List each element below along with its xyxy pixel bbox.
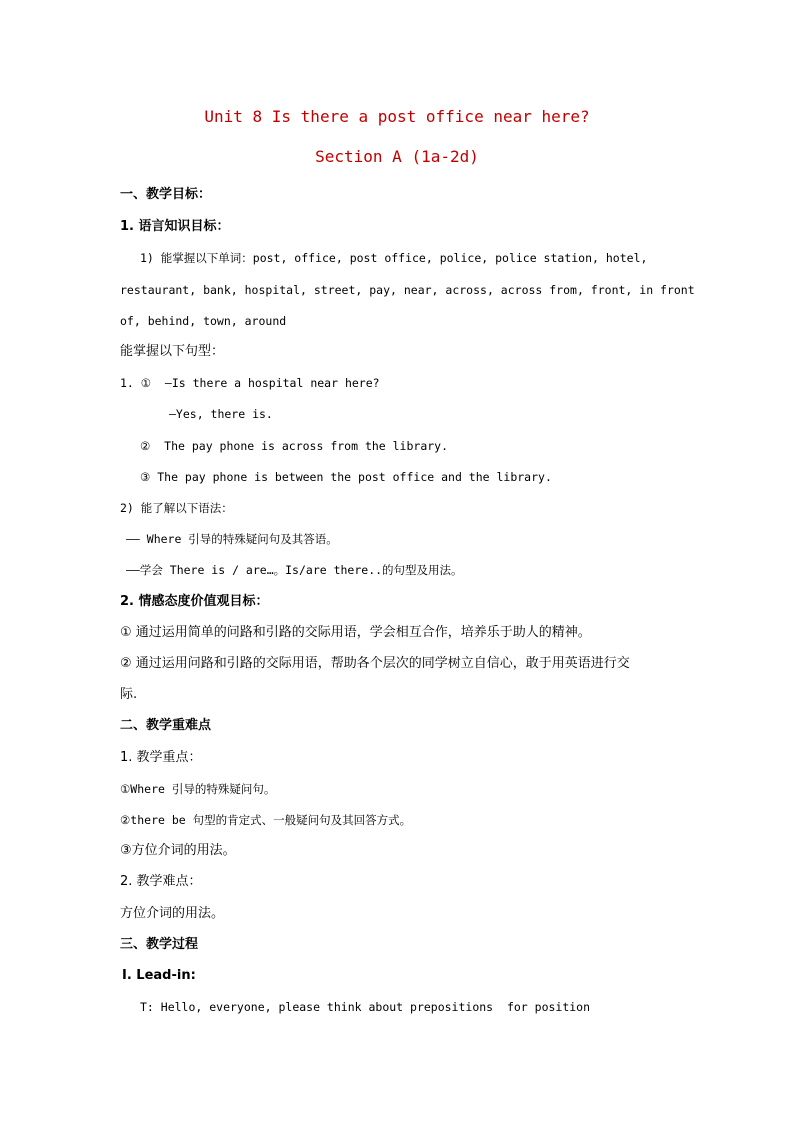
pattern-1-question: 1. ① —Is there a hospital near here? xyxy=(120,376,380,390)
section-heading-objectives: 一、教学目标： xyxy=(120,187,212,202)
attitude-item-1: ① 通过运用简单的问路和引路的交际用语，学会相互合作，培养乐于助人的精神。 xyxy=(120,625,591,640)
vocab-line-2: restaurant, bank, hospital, street, pay, near, across, across from, front, in front xyxy=(120,283,695,297)
attitude-item-2-continued: 际. xyxy=(120,687,138,702)
grammar-item-2: ——学会 There is / are…。Is/are there..的句型及用法。 xyxy=(126,563,463,577)
key-points-label: 1. 教学重点： xyxy=(120,750,202,765)
subheading-attitude-goals: 2. 情感态度价值观目标： xyxy=(120,594,269,609)
lead-in-heading: Ⅰ. Lead-in: xyxy=(122,968,196,983)
difficult-points-label: 2. 教学难点： xyxy=(120,874,202,889)
key-point-3: ③方位介词的用法。 xyxy=(120,843,236,858)
document-subtitle: Section A (1a-2d) xyxy=(315,147,479,166)
difficult-point-1: 方位介词的用法。 xyxy=(120,906,225,921)
document-title: Unit 8 Is there a post office near here? xyxy=(204,107,590,126)
pattern-2: ② The pay phone is across from the library. xyxy=(140,439,449,453)
grammar-item-1: —— Where 引导的特殊疑问句及其答语。 xyxy=(126,532,338,546)
grammar-label: 2) 能了解以下语法： xyxy=(120,501,233,515)
teacher-line: T: Hello, everyone, please think about prepositions for position xyxy=(140,1000,591,1014)
sentence-patterns-label: 能掌握以下句型： xyxy=(120,344,225,359)
vocab-line-1: 1) 能掌握以下单词：post, office, post office, police, police station, hotel, xyxy=(140,251,648,265)
pattern-1-answer: —Yes, there is. xyxy=(169,407,273,421)
key-point-1: ①Where 引导的特殊疑问句。 xyxy=(120,782,276,796)
subheading-knowledge-goals: 1. 语言知识目标： xyxy=(120,219,230,234)
section-heading-process: 三、教学过程 xyxy=(120,937,199,952)
pattern-3: ③ The pay phone is between the post office and the library. xyxy=(140,470,552,484)
vocab-line-3: of, behind, town, around xyxy=(120,314,287,328)
attitude-item-2: ② 通过运用问路和引路的交际用语，帮助各个层次的同学树立自信心，敢于用英语进行交 xyxy=(120,656,630,671)
section-heading-key-points: 二、教学重难点 xyxy=(120,718,212,733)
key-point-2: ②there be 句型的肯定式、一般疑问句及其回答方式。 xyxy=(120,813,412,827)
